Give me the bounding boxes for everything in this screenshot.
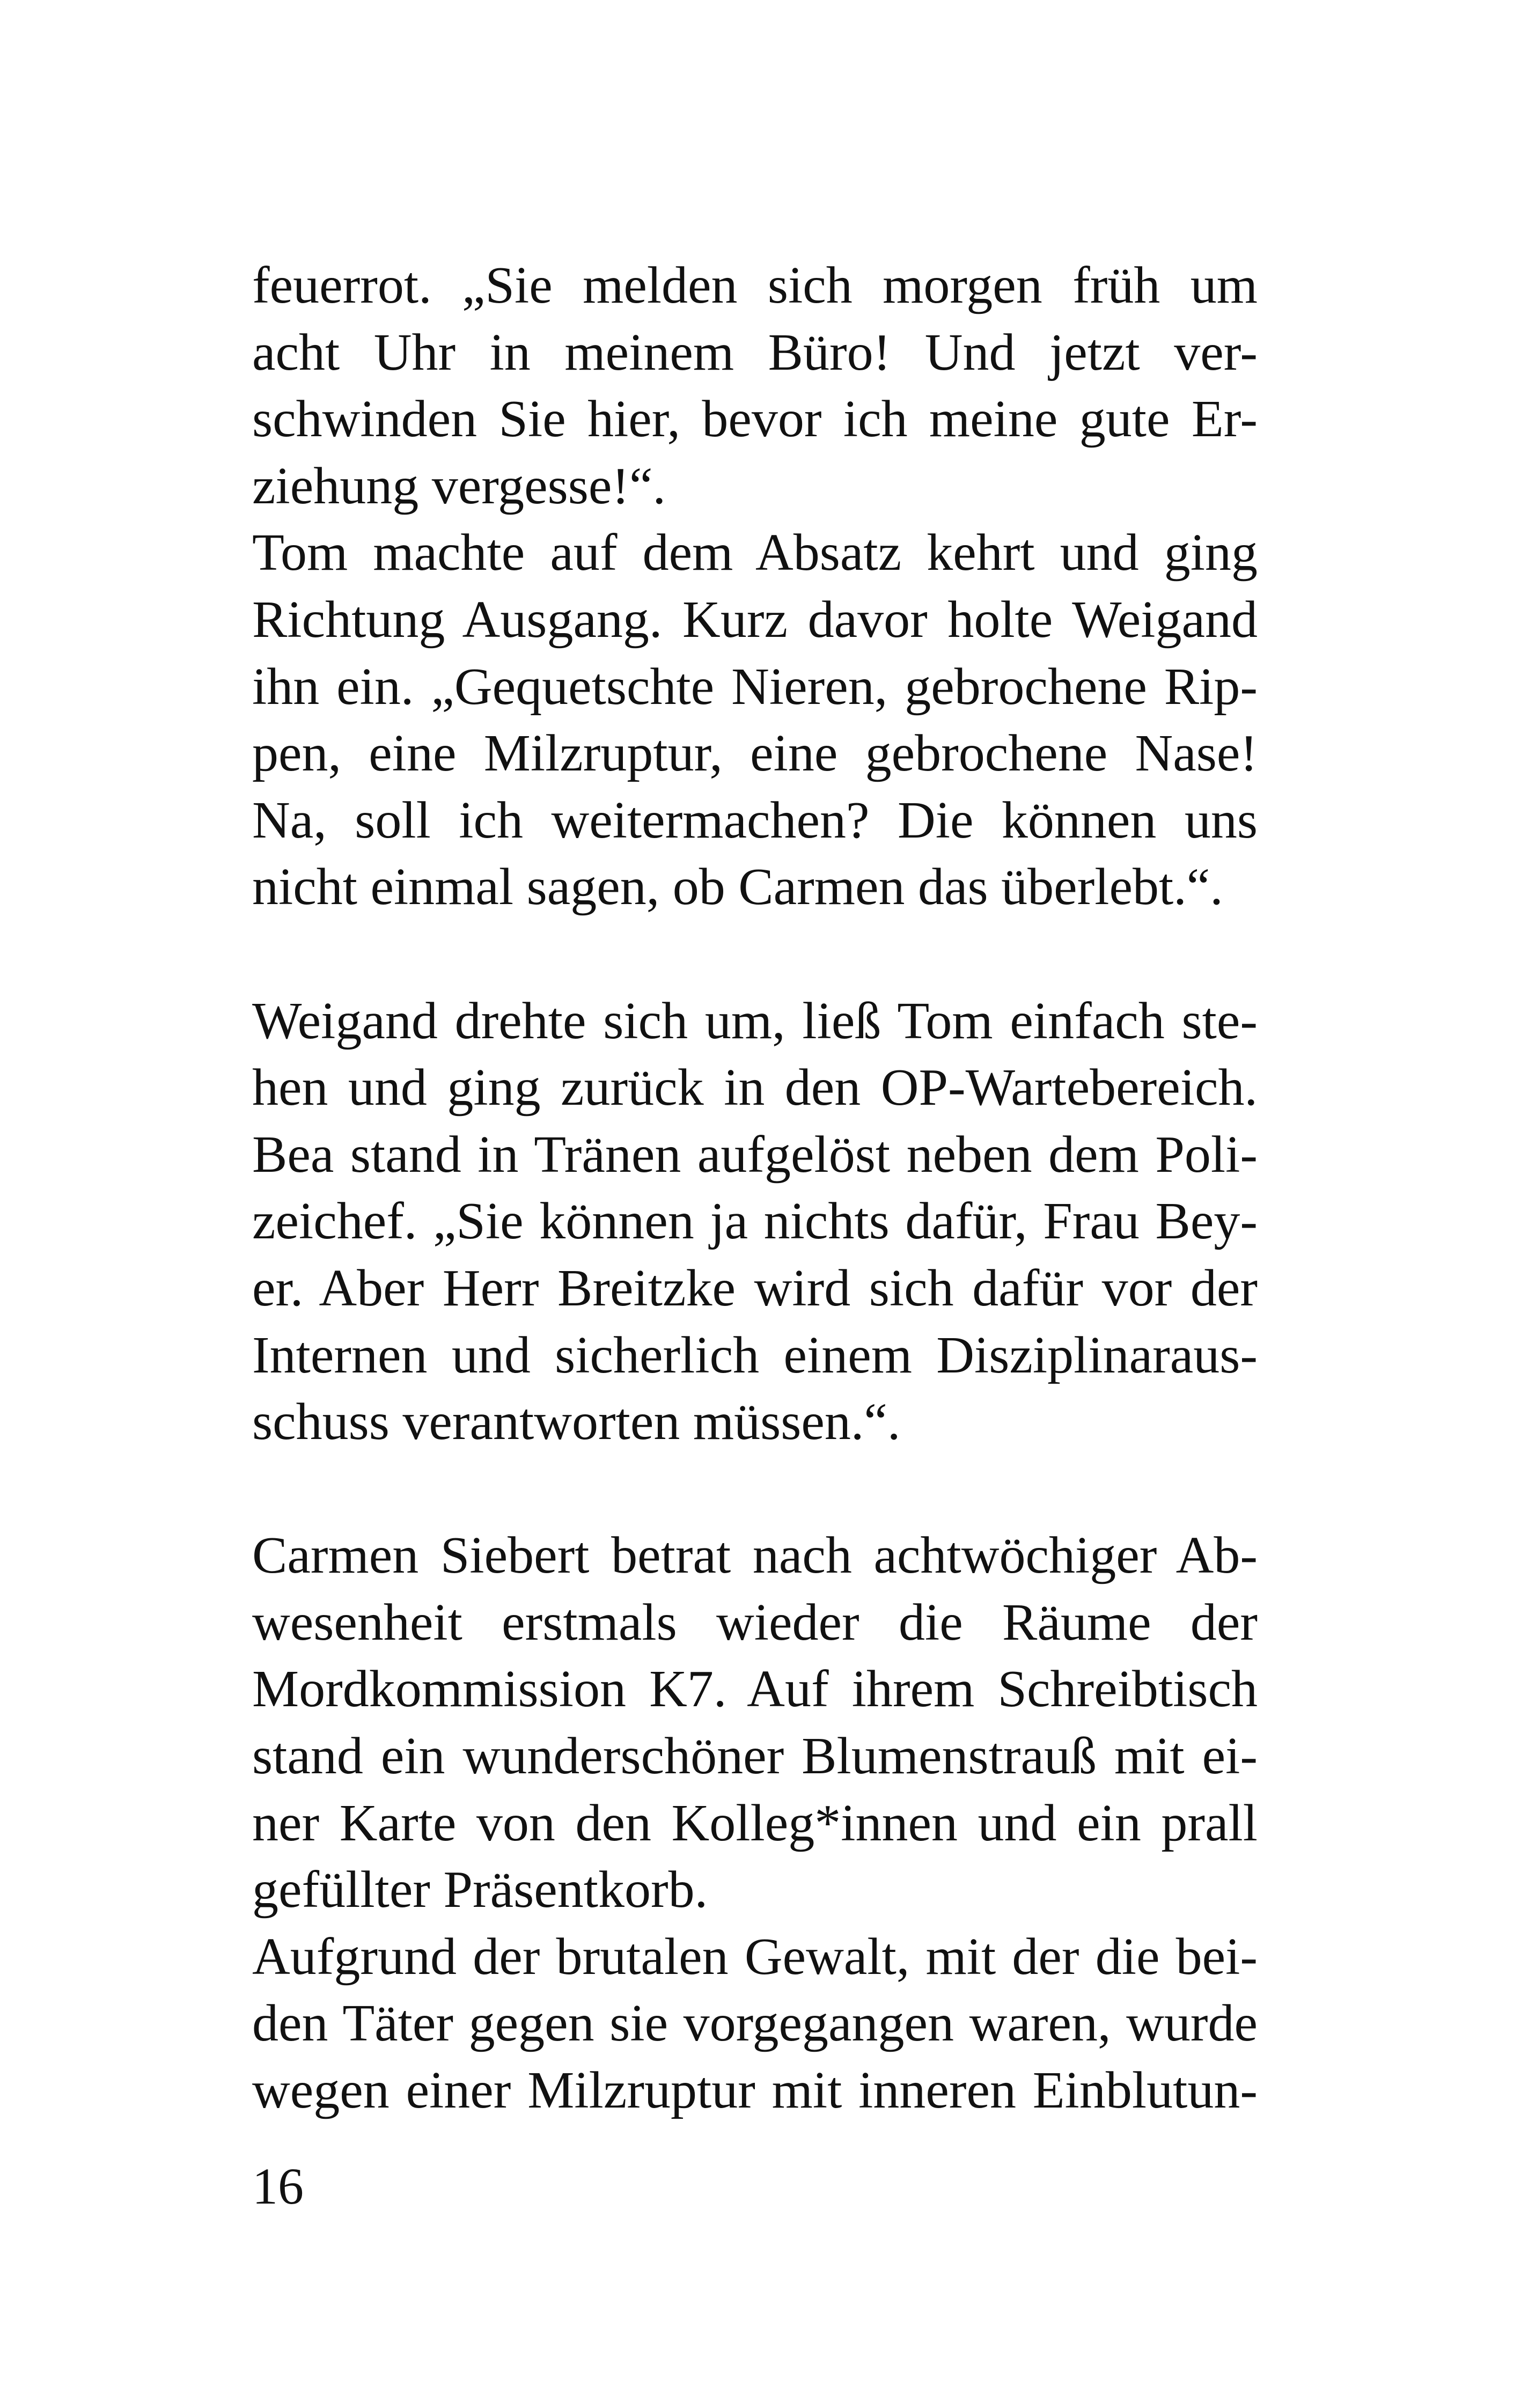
text-line: den Täter gegen sie vorgegangen waren, wurde [252,1994,1258,2053]
text-line: Weigand drehte sich um, ließ Tom einfach ste- [252,992,1258,1050]
text-line: nicht einmal sagen, ob Carmen das überlebt.“. [252,858,1223,916]
text-line: schuss verantworten müssen.“. [252,1393,901,1451]
text-line: acht Uhr in meinem Büro! Und jetzt ver- [252,323,1258,381]
text-line: zeichef. „Sie können ja nichts dafür, Frau Bey- [252,1192,1258,1251]
text-line: Bea stand in Tränen aufgelöst neben dem Poli- [252,1125,1258,1184]
text-line: stand ein wunderschöner Blumenstrauß mit ei- [252,1727,1258,1786]
body-text [252,252,1258,2124]
text-line: Mordkommission K7. Auf ihrem Schreibtisch [252,1660,1258,1719]
text-line: ner Karte von den Kolleg*innen und ein prall [252,1794,1258,1852]
paragraph-gap [252,921,1258,988]
text-line: pen, eine Milzruptur, eine gebrochene Nase! [252,724,1258,783]
text-line: Internen und sicherlich einem Disziplinaraus- [252,1326,1258,1384]
text-line: ziehung vergesse!“. [252,457,666,515]
paragraph-gap [252,1456,1258,1523]
text-line: schwinden Sie hier, bevor ich meine gute Er- [252,390,1258,449]
text-line: gefüllter Präsentkorb. [252,1861,708,1919]
text-line: hen und ging zurück in den OP-Wartebereich. [252,1059,1258,1117]
text-line: ihn ein. „Gequetschte Nieren, gebrochene Rip- [252,657,1258,716]
page-number: 16 [252,2157,304,2215]
text-line: Carmen Siebert betrat nach achtwöchiger Ab- [252,1526,1258,1585]
text-line: wegen einer Milzruptur mit inneren Einblutun- [252,2061,1258,2120]
text-line: Richtung Ausgang. Kurz davor holte Weigand [252,590,1258,649]
text-line: Na, soll ich weitermachen? Die können uns [252,791,1258,849]
text-line: er. Aber Herr Breitzke wird sich dafür vor der [252,1259,1258,1317]
text-line: Tom machte auf dem Absatz kehrt und ging [252,524,1258,582]
text-line: Aufgrund der brutalen Gewalt, mit der die bei- [252,1927,1258,1986]
text-line: wesenheit erstmals wieder die Räume der [252,1593,1258,1651]
text-line: feuerrot. „Sie melden sich morgen früh um [252,256,1258,314]
